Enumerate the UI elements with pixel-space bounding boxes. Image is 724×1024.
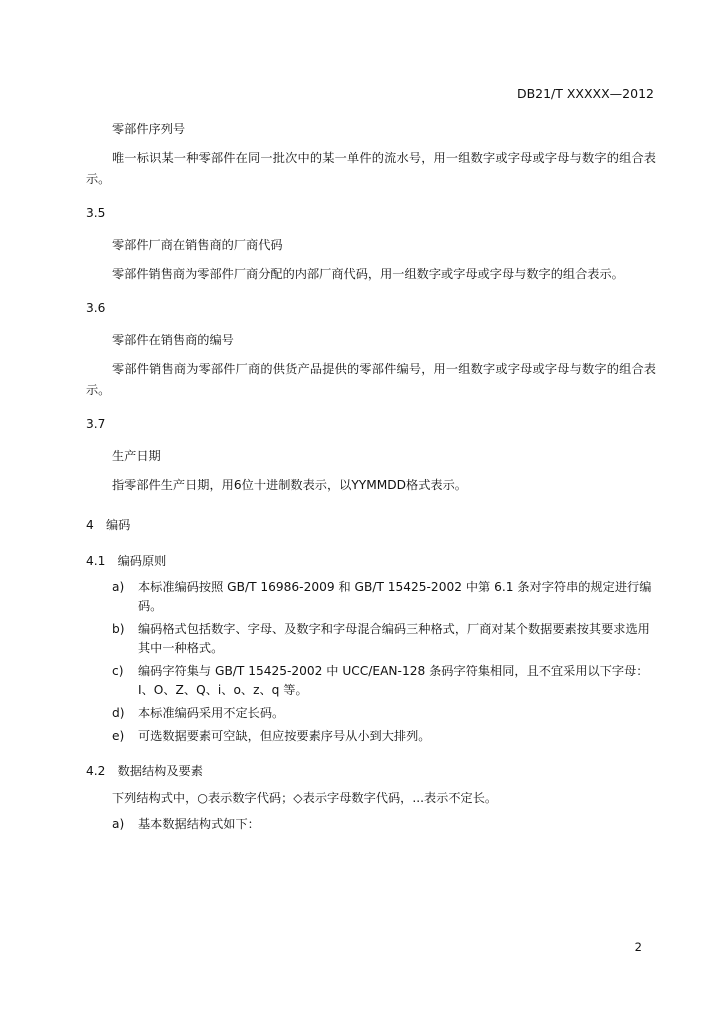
- definition-3-5: 零部件销售商为零部件厂商分配的内部厂商代码，用一组数字或字母或字母与数字的组合表示。: [112, 267, 624, 281]
- list-item-text: 基本数据结构式如下：: [138, 817, 260, 831]
- term-3-4: 零部件序列号: [112, 122, 186, 136]
- list-item: [86, 727, 656, 746]
- structure-legend: 下列结构式中，○表示数字代码；◇表示字母数字代码，...表示不定长。: [112, 791, 498, 805]
- definition-3-4: 唯一标识某一种零部件在同一批次中的某一单件的流水号，用一组数字或字母或字母与数字的组合表示。: [86, 151, 656, 186]
- structure-list: [86, 815, 656, 834]
- list-item-text: 可选数据要素可空缺，但应按要素序号从小到大排列。: [138, 729, 431, 743]
- heading-4-2: 4.2 数据结构及要素: [86, 764, 203, 778]
- principles-list: [86, 578, 656, 746]
- list-item: [86, 620, 656, 658]
- list-marker: b): [112, 622, 125, 636]
- list-marker: a): [112, 817, 125, 831]
- list-marker: e): [112, 729, 125, 743]
- document-body: [86, 118, 656, 838]
- list-item-text: 本标准编码按照 GB/T 16986-2009 和 GB/T 15425-2002 中第 6.1 条对字符串的规定进行编码。: [138, 580, 652, 613]
- section-number-3-7: 3.7: [86, 417, 106, 431]
- term-3-7: 生产日期: [112, 449, 161, 463]
- definition-3-7: 指零部件生产日期，用6位十进制数表示，以YYMMDD格式表示。: [112, 478, 467, 492]
- list-item-text: 编码字符集与 GB/T 15425-2002 中 UCC/EAN-128 条码字符集相同，且不宜采用以下字母：I、O、Z、Q、i、o、z、q 等。: [138, 664, 649, 697]
- term-3-5: 零部件厂商在销售商的厂商代码: [112, 238, 283, 252]
- section-number-3-5: 3.5: [86, 206, 106, 220]
- list-item: [86, 662, 656, 700]
- page-number: 2: [634, 940, 642, 954]
- list-marker: c): [112, 664, 124, 678]
- list-marker: d): [112, 706, 125, 720]
- heading-4-1: 4.1 编码原则: [86, 554, 167, 568]
- list-item-text: 本标准编码采用不定长码。: [138, 706, 285, 720]
- heading-4: 4 编码: [86, 518, 131, 532]
- definition-3-6: 零部件销售商为零部件厂商的供货产品提供的零部件编号，用一组数字或字母或字母与数字的组合表示。: [86, 362, 656, 397]
- term-3-6: 零部件在销售商的编号: [112, 333, 234, 347]
- section-number-3-6: 3.6: [86, 301, 106, 315]
- list-item-text: 编码格式包括数字、字母、及数字和字母混合编码三种格式，厂商对某个数据要素按其要求选用其中一种格式。: [138, 622, 650, 655]
- list-item: [86, 704, 656, 723]
- list-item: [86, 578, 656, 616]
- list-marker: a): [112, 580, 125, 594]
- list-item: [86, 815, 656, 834]
- document-code-header: DB21/T XXXXX—2012: [516, 86, 654, 101]
